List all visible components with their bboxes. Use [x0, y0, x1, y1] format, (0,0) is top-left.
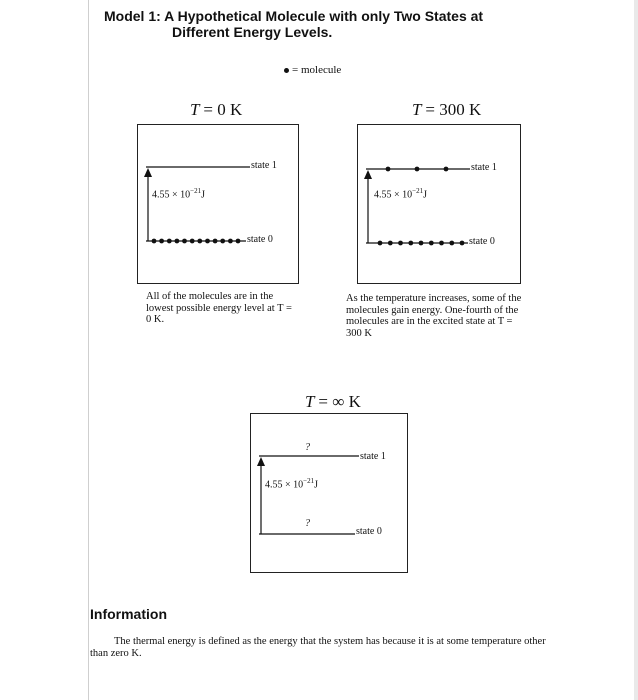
energy-panel-300k [357, 124, 521, 284]
legend [284, 64, 341, 76]
molecule-dot [460, 241, 465, 246]
molecule-dot [388, 241, 393, 246]
molecule-dot [213, 239, 218, 244]
information-text: The thermal energy is defined as the energy that the system has because it is at some temperature other than zero K. [90, 636, 546, 659]
molecule-dot [439, 241, 444, 246]
temperature-label-0k: T = 0 K [190, 100, 243, 119]
energy-diagram-300k [358, 125, 520, 283]
information-heading: Information [90, 606, 167, 622]
molecule-dot [152, 239, 157, 244]
page-margin-right [634, 0, 638, 700]
molecule-dot [175, 239, 180, 244]
molecule-dot [386, 167, 391, 172]
state-0-label: state 0 [469, 236, 495, 247]
molecule-dot-icon [284, 68, 289, 73]
energy-panel-infinity [250, 413, 408, 573]
molecule-dot [220, 239, 225, 244]
molecule-dot [408, 241, 413, 246]
energy-gap-label: $4.55 \times 10^{-21}J$ [265, 477, 318, 491]
page-margin-rule [88, 0, 89, 700]
energy-arrow-head-icon [257, 457, 265, 466]
molecule-dot [197, 239, 202, 244]
molecule-dot [228, 239, 233, 244]
molecule-dot [236, 239, 241, 244]
molecule-dot [415, 167, 420, 172]
molecule-dot [205, 239, 210, 244]
energy-gap-label: $4.55 \times 10^{-21}J$ [374, 187, 427, 201]
molecule-dot [190, 239, 195, 244]
energy-gap-label: $4.55 \times 10^{-21}J$ [152, 187, 205, 201]
molecule-dot [182, 239, 187, 244]
state-1-label: state 1 [360, 451, 386, 462]
unknown-lower-count: ? [305, 518, 310, 529]
energy-panel-0k [137, 124, 299, 284]
molecule-dot [378, 241, 383, 246]
molecule-dot [449, 241, 454, 246]
state-0-label: state 0 [356, 526, 382, 537]
state-1-label: state 1 [251, 160, 277, 171]
energy-diagram-0k [138, 125, 298, 283]
molecule-dot [444, 167, 449, 172]
model-title-line2: Different Energy Levels. [172, 24, 333, 40]
state-1-label: state 1 [471, 162, 497, 173]
molecule-dot [419, 241, 424, 246]
molecule-dot [167, 239, 172, 244]
energy-arrow-head-icon [364, 170, 372, 179]
energy-arrow-head-icon [144, 168, 152, 177]
unknown-upper-count: ? [305, 442, 310, 453]
molecule-dot [159, 239, 164, 244]
page-margin-left [0, 0, 88, 700]
state-0-label: state 0 [247, 234, 273, 245]
caption-0k: All of the molecules are in the lowest possible energy level at T = 0 K. [146, 291, 292, 325]
temperature-label-infinity: T = ∞ K [305, 392, 361, 411]
temperature-label-300k: T = 300 K [412, 100, 482, 119]
legend-label: = molecule [292, 64, 342, 76]
caption-300k: As the temperature increases, some of the molecules gain energy. One-fourth of the molecules are in the excited state at T = 300 K [346, 293, 522, 339]
molecule-dot [429, 241, 434, 246]
molecule-dot [398, 241, 403, 246]
model-title-line1: Model 1: A Hypothetical Molecule with only Two States at [104, 8, 484, 24]
energy-diagram-infinity [251, 414, 407, 572]
model-title [104, 8, 564, 40]
